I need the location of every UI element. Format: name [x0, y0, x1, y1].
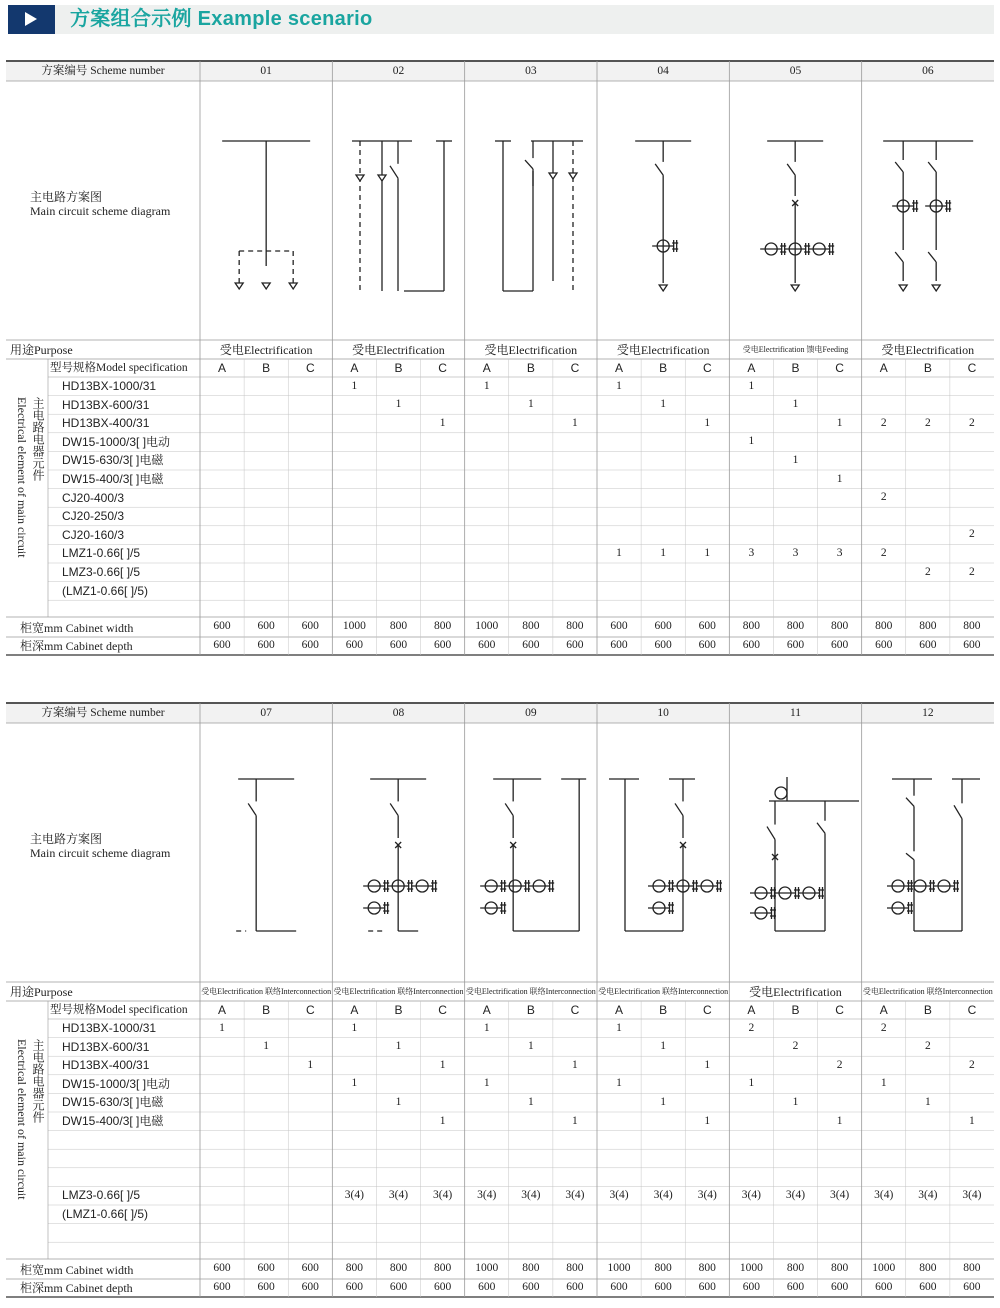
quantity-cell: 1 — [527, 398, 534, 411]
quantity-cell: 1 — [527, 1040, 534, 1053]
section-header — [8, 5, 994, 34]
quantity-cell: 2 — [836, 1058, 843, 1071]
model-spec-label: 型号规格Model specification — [50, 362, 188, 374]
sub-column-letter: A — [350, 1003, 359, 1017]
sub-column-letter: B — [791, 1003, 800, 1017]
scheme-number-label: 方案编号 Scheme number — [41, 64, 165, 77]
quantity-cell: 1 — [748, 1077, 755, 1090]
quantity-cell: 1 — [572, 1114, 578, 1127]
scheme-number: 05 — [789, 64, 802, 77]
model-name: CJ20-250/3 — [62, 509, 125, 524]
cabinet-depth-value: 600 — [566, 639, 584, 652]
quantity-cell: 1 — [572, 416, 578, 429]
purpose-value: 受电Electrification — [881, 342, 975, 357]
cabinet-depth-value: 600 — [522, 639, 540, 652]
quantity-cell: 3(4) — [565, 1188, 585, 1201]
circuit-diagram — [332, 81, 464, 340]
quantity-cell: 1 — [395, 1040, 402, 1053]
sub-column-letter: A — [350, 361, 359, 375]
sub-column-letter: A — [482, 1003, 491, 1017]
cabinet-width-value: 600 — [213, 620, 231, 633]
scheme-number: 10 — [657, 706, 669, 719]
sub-column-letter: C — [967, 361, 977, 375]
model-name: DW15-630/3[ ]电磁 — [62, 453, 164, 468]
cabinet-width-value: 1000 — [607, 1262, 631, 1275]
cabinet-depth-value: 600 — [433, 1281, 452, 1294]
cabinet-width-value: 600 — [301, 620, 319, 633]
cabinet-width-value: 800 — [919, 620, 937, 633]
cabinet-width-value: 600 — [257, 1262, 275, 1275]
play-arrow-icon — [8, 5, 55, 34]
quantity-cell: 1 — [792, 398, 799, 411]
sub-column-letter: C — [570, 1003, 580, 1017]
cabinet-width-value: 1000 — [872, 1262, 896, 1275]
quantity-cell: 1 — [263, 1040, 270, 1053]
sub-column-letter: C — [438, 1003, 447, 1017]
quantity-cell: 1 — [836, 416, 843, 429]
section-title: 方案组合示例 Example scenario — [70, 8, 373, 30]
scheme-number: 08 — [392, 706, 405, 719]
quantity-cell: 1 — [704, 416, 711, 429]
scheme-table-1 — [0, 60, 1000, 660]
cabinet-width-value: 800 — [433, 620, 452, 633]
quantity-cell: 1 — [792, 1095, 799, 1108]
diagram-label — [30, 832, 170, 861]
quantity-cell: 2 — [924, 1040, 931, 1053]
quantity-cell: 3 — [792, 546, 799, 559]
model-name: HD13BX-400/31 — [62, 1058, 150, 1073]
sub-column-letter: B — [394, 1003, 403, 1017]
sub-column-letter: B — [923, 1003, 932, 1017]
circuit-diagram — [200, 723, 332, 982]
cabinet-width-value: 600 — [301, 1262, 319, 1275]
purpose-value: 受电Electrification 馈电Feeding — [742, 344, 849, 354]
sub-column-letter: C — [835, 361, 844, 375]
cabinet-width-value: 800 — [786, 620, 805, 633]
sub-column-letter: C — [305, 1003, 315, 1017]
cabinet-depth-value: 600 — [433, 639, 452, 652]
cabinet-width-value: 1000 — [342, 620, 366, 633]
cabinet-depth-value: 600 — [257, 1281, 275, 1294]
cabinet-depth-value: 600 — [389, 639, 408, 652]
cabinet-depth-value: 600 — [830, 1281, 849, 1294]
quantity-cell: 2 — [969, 416, 975, 429]
quantity-cell: 1 — [351, 1021, 358, 1034]
cabinet-depth-value: 600 — [698, 639, 716, 652]
scheme-number: 04 — [657, 64, 669, 77]
cabinet-depth-value: 600 — [610, 639, 628, 652]
quantity-cell: 3(4) — [741, 1188, 761, 1201]
scheme-table-2 — [0, 702, 1000, 1302]
quantity-cell: 1 — [660, 1095, 667, 1108]
sub-column-letter: A — [879, 361, 888, 375]
cabinet-width-value: 1000 — [739, 1262, 763, 1275]
cabinet-width-value: 800 — [566, 1262, 584, 1275]
cabinet-width-value: 800 — [875, 620, 893, 633]
quantity-cell: 3(4) — [874, 1188, 894, 1201]
circuit-diagram — [729, 81, 861, 340]
sub-column-letter: B — [262, 1003, 271, 1017]
cabinet-depth-value: 600 — [213, 1281, 231, 1294]
cabinet-depth-value: 600 — [389, 1281, 408, 1294]
quantity-cell: 2 — [969, 528, 975, 541]
element-label-cn: 主电路电器元件 — [31, 1039, 45, 1123]
purpose-value: 受电Electrification — [219, 342, 313, 357]
cabinet-width-label: 柜宽mm Cabinet width — [20, 621, 134, 635]
quantity-cell: 3(4) — [962, 1188, 982, 1201]
quantity-cell: 1 — [395, 1095, 402, 1108]
quantity-cell: 1 — [660, 546, 667, 559]
model-spec-label: 型号规格Model specification — [50, 1004, 188, 1016]
quantity-cell: 2 — [880, 546, 887, 559]
sub-column-letter: B — [394, 361, 403, 375]
scheme-number: 12 — [922, 706, 934, 719]
sub-column-letter: A — [615, 361, 624, 375]
quantity-cell: 2 — [792, 1040, 799, 1053]
quantity-cell: 1 — [660, 1040, 667, 1053]
model-name: CJ20-400/3 — [62, 490, 125, 505]
quantity-cell: 1 — [439, 1114, 446, 1127]
element-label-en: Electrical element of main circuit — [15, 1039, 29, 1200]
circuit-diagram — [200, 81, 332, 340]
purpose-value: 受电Electrification 联络Interconnection — [333, 986, 464, 996]
sub-column-letter: C — [835, 1003, 844, 1017]
diagram-label-cn: 主电路方案图 — [30, 190, 103, 204]
cabinet-width-value: 800 — [433, 1262, 452, 1275]
cabinet-width-value: 800 — [742, 620, 760, 633]
quantity-cell: 3(4) — [785, 1188, 806, 1201]
cabinet-width-value: 600 — [654, 620, 672, 633]
quantity-cell: 1 — [616, 1077, 622, 1090]
circuit-diagram — [729, 723, 861, 982]
sub-column-letter: C — [702, 361, 712, 375]
scheme-number-label: 方案编号 Scheme number — [41, 706, 165, 719]
purpose-value: 受电Electrification — [616, 342, 710, 357]
cabinet-depth-value: 600 — [478, 639, 496, 652]
element-label-en: Electrical element of main circuit — [15, 397, 29, 558]
quantity-cell: 3(4) — [344, 1188, 364, 1201]
cabinet-depth-value: 600 — [875, 1281, 893, 1294]
quantity-cell: 1 — [748, 379, 755, 392]
cabinet-depth-value: 600 — [566, 1281, 584, 1294]
quantity-cell: 3(4) — [918, 1188, 938, 1201]
quantity-cell: 1 — [748, 435, 755, 448]
sub-column-letter: A — [218, 361, 227, 375]
quantity-cell: 3(4) — [653, 1188, 673, 1201]
element-label-cn: 主电路电器元件 — [31, 397, 45, 481]
circuit-diagram — [465, 81, 597, 340]
cabinet-width-value: 800 — [963, 620, 981, 633]
sub-column-letter: A — [482, 361, 491, 375]
cabinet-depth-value: 600 — [478, 1281, 496, 1294]
quantity-cell: 1 — [704, 546, 711, 559]
quantity-cell: 1 — [836, 1114, 843, 1127]
purpose-value: 受电Electrification 联络Interconnection — [862, 986, 993, 996]
cabinet-width-value: 1000 — [475, 1262, 499, 1275]
scheme-number: 07 — [260, 706, 272, 719]
model-name: DW15-1000/3[ ]电动 — [62, 1076, 171, 1091]
model-name: HD13BX-400/31 — [62, 416, 150, 431]
cabinet-depth-value: 600 — [522, 1281, 540, 1294]
quantity-cell: 1 — [792, 453, 799, 466]
quantity-cell: 3(4) — [697, 1188, 717, 1201]
sub-column-letter: C — [702, 1003, 712, 1017]
quantity-cell: 1 — [351, 379, 358, 392]
quantity-cell: 1 — [307, 1058, 314, 1071]
quantity-cell: 1 — [704, 1058, 711, 1071]
cabinet-depth-value: 600 — [654, 1281, 672, 1294]
quantity-cell: 1 — [924, 1095, 931, 1108]
sub-column-letter: A — [218, 1003, 227, 1017]
sub-column-letter: C — [570, 361, 580, 375]
sub-column-letter: B — [526, 361, 535, 375]
cabinet-depth-value: 600 — [610, 1281, 628, 1294]
scheme-number: 06 — [922, 64, 934, 77]
quantity-cell: 2 — [924, 565, 931, 578]
sub-column-letter: A — [747, 1003, 756, 1017]
sub-column-letter: A — [747, 361, 756, 375]
quantity-cell: 1 — [395, 398, 402, 411]
cabinet-depth-value: 600 — [786, 639, 805, 652]
purpose-label: 用途Purpose — [10, 343, 73, 357]
sub-column-letter: B — [262, 361, 271, 375]
model-name: DW15-630/3[ ]电磁 — [62, 1095, 164, 1110]
purpose-value: 受电Electrification — [484, 342, 578, 357]
quantity-cell: 1 — [483, 379, 490, 392]
cabinet-width-value: 800 — [830, 620, 849, 633]
sub-column-letter: C — [305, 361, 315, 375]
cabinet-width-value: 800 — [389, 1262, 408, 1275]
cabinet-depth-value: 600 — [742, 639, 760, 652]
circuit-diagram — [465, 723, 597, 982]
cabinet-width-value: 800 — [963, 1262, 981, 1275]
quantity-cell: 1 — [483, 1021, 490, 1034]
cabinet-depth-label: 柜深mm Cabinet depth — [20, 639, 133, 653]
quantity-cell: 1 — [660, 398, 667, 411]
cabinet-width-label: 柜宽mm Cabinet width — [20, 1263, 134, 1277]
diagram-label — [30, 190, 170, 219]
cabinet-width-value: 800 — [566, 620, 584, 633]
cabinet-width-value: 800 — [830, 1262, 849, 1275]
quantity-cell: 2 — [880, 416, 887, 429]
purpose-value: 受电Electrification 联络Interconnection — [201, 986, 332, 996]
scheme-number: 01 — [260, 64, 272, 77]
purpose-label: 用途Purpose — [10, 985, 73, 999]
sub-column-letter: B — [791, 361, 800, 375]
cabinet-depth-value: 600 — [345, 1281, 363, 1294]
sub-column-letter: B — [659, 1003, 668, 1017]
model-name: LMZ3-0.66[ ]/5 — [62, 565, 141, 579]
quantity-cell: 3(4) — [477, 1188, 497, 1201]
circuit-diagram — [332, 723, 464, 982]
cabinet-width-value: 600 — [610, 620, 628, 633]
quantity-cell: 1 — [616, 1021, 622, 1034]
scheme-number: 11 — [789, 706, 802, 719]
circuit-diagram — [862, 723, 994, 982]
quantity-cell: 2 — [880, 491, 887, 504]
quantity-cell: 2 — [748, 1021, 755, 1034]
circuit-diagram — [862, 81, 994, 340]
sub-column-letter: C — [967, 1003, 977, 1017]
cabinet-depth-value: 600 — [213, 639, 231, 652]
quantity-cell: 3 — [748, 546, 755, 559]
scheme-number: 02 — [392, 64, 405, 77]
diagram-label-en: Main circuit scheme diagram — [30, 846, 171, 861]
cabinet-width-value: 800 — [389, 620, 408, 633]
model-name: (LMZ1-0.66[ ]/5) — [62, 1207, 149, 1221]
scheme-number: 09 — [525, 706, 537, 719]
quantity-cell: 2 — [969, 1058, 975, 1071]
cabinet-depth-value: 600 — [919, 639, 937, 652]
quantity-cell: 1 — [483, 1077, 490, 1090]
cabinet-depth-value: 600 — [786, 1281, 805, 1294]
cabinet-depth-value: 600 — [301, 1281, 319, 1294]
cabinet-width-value: 600 — [213, 1262, 231, 1275]
sub-column-letter: B — [923, 361, 932, 375]
cabinet-width-value: 1000 — [475, 620, 499, 633]
quantity-cell: 1 — [572, 1058, 578, 1071]
cabinet-depth-label: 柜深mm Cabinet depth — [20, 1281, 133, 1295]
quantity-cell: 3(4) — [830, 1188, 850, 1201]
cabinet-depth-value: 600 — [830, 639, 849, 652]
circuit-diagram — [597, 81, 729, 340]
quantity-cell: 1 — [439, 416, 446, 429]
sub-column-letter: A — [615, 1003, 624, 1017]
cabinet-depth-value: 600 — [257, 639, 275, 652]
quantity-cell: 3(4) — [388, 1188, 409, 1201]
model-name: DW15-1000/3[ ]电动 — [62, 434, 171, 449]
model-name: (LMZ1-0.66[ ]/5) — [62, 583, 149, 598]
cabinet-depth-value: 600 — [698, 1281, 716, 1294]
cabinet-depth-value: 600 — [875, 639, 893, 652]
sub-column-letter: A — [879, 1003, 888, 1017]
model-name: HD13BX-1000/31 — [62, 1021, 157, 1035]
model-name: LMZ3-0.66[ ]/5 — [62, 1188, 141, 1203]
purpose-value: 受电Electrification — [352, 342, 445, 357]
sub-column-letter: C — [438, 361, 447, 375]
quantity-cell: 1 — [351, 1077, 358, 1090]
cabinet-width-value: 800 — [522, 1262, 540, 1275]
quantity-cell: 1 — [616, 379, 622, 392]
scheme-number: 03 — [525, 64, 537, 77]
quantity-cell: 3(4) — [609, 1188, 629, 1201]
sub-column-letter: B — [526, 1003, 535, 1017]
cabinet-depth-value: 600 — [654, 639, 672, 652]
cabinet-depth-value: 600 — [345, 639, 363, 652]
model-name: HD13BX-600/31 — [62, 1039, 150, 1054]
model-name: HD13BX-1000/31 — [62, 379, 157, 393]
cabinet-width-value: 800 — [919, 1262, 937, 1275]
cabinet-width-value: 800 — [345, 1262, 363, 1275]
circuit-diagram — [597, 723, 729, 982]
quantity-cell: 1 — [969, 1114, 975, 1127]
cabinet-depth-value: 600 — [963, 639, 981, 652]
purpose-value: 受电Electrification — [749, 984, 842, 999]
diagram-label-cn: 主电路方案图 — [30, 832, 103, 846]
quantity-cell: 3 — [836, 546, 843, 559]
model-name: DW15-400/3[ ]电磁 — [62, 472, 164, 486]
quantity-cell: 1 — [527, 1095, 534, 1108]
quantity-cell: 1 — [439, 1058, 446, 1071]
purpose-value: 受电Electrification 联络Interconnection — [598, 986, 729, 996]
model-name: HD13BX-600/31 — [62, 397, 150, 412]
quantity-cell: 3(4) — [433, 1188, 453, 1201]
cabinet-depth-value: 600 — [301, 639, 319, 652]
quantity-cell: 1 — [880, 1077, 887, 1090]
model-name: LMZ1-0.66[ ]/5 — [62, 546, 141, 561]
cabinet-width-value: 800 — [654, 1262, 672, 1275]
model-name: CJ20-160/3 — [62, 527, 125, 542]
diagram-label-en: Main circuit scheme diagram — [30, 204, 171, 219]
quantity-cell: 2 — [924, 416, 931, 429]
cabinet-width-value: 600 — [257, 620, 275, 633]
quantity-cell: 1 — [704, 1114, 711, 1127]
quantity-cell: 2 — [969, 565, 975, 578]
cabinet-width-value: 800 — [522, 620, 540, 633]
cabinet-width-value: 800 — [698, 1262, 716, 1275]
quantity-cell: 3(4) — [521, 1188, 541, 1201]
cabinet-depth-value: 600 — [742, 1281, 760, 1294]
purpose-value: 受电Electrification 联络Interconnection — [465, 986, 596, 996]
quantity-cell: 1 — [836, 472, 843, 485]
cabinet-width-value: 800 — [786, 1262, 805, 1275]
cabinet-depth-value: 600 — [963, 1281, 981, 1294]
model-name: DW15-400/3[ ]电磁 — [62, 1114, 164, 1128]
quantity-cell: 1 — [616, 546, 622, 559]
cabinet-width-value: 600 — [698, 620, 716, 633]
sub-column-letter: B — [659, 361, 668, 375]
quantity-cell: 2 — [880, 1021, 887, 1034]
cabinet-depth-value: 600 — [919, 1281, 937, 1294]
quantity-cell: 1 — [219, 1021, 225, 1034]
